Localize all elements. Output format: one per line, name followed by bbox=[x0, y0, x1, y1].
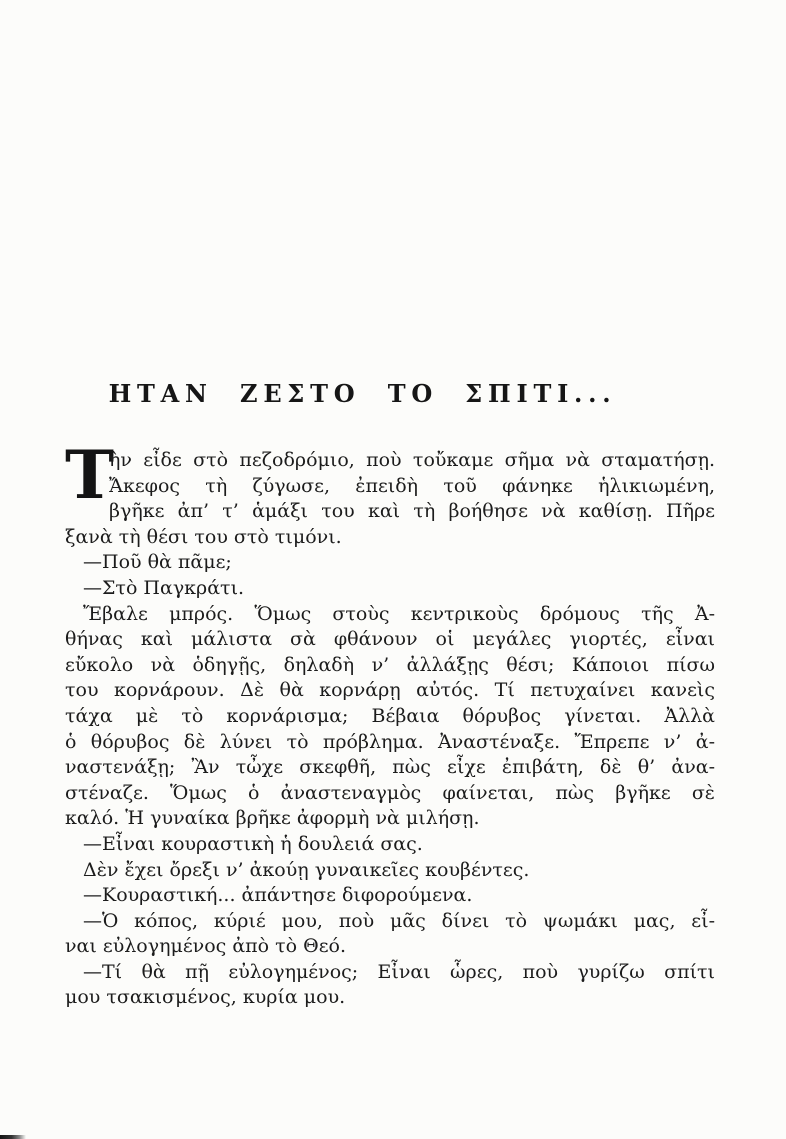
text-line: Ἄκεφος τὴ ζύγωσε, ἐπειδὴ τοῦ φάνηκε ἡλικιωμένη, bbox=[109, 474, 715, 497]
text-line: του κορνάρουν. Δὲ θὰ κορνάρῃ αὐτός. Τί πετυχαίνει κανεὶς bbox=[65, 679, 715, 702]
text-line: καλό. Ἡ γυναίκα βρῆκε ἀφορμὴ νὰ μιλήσῃ. bbox=[65, 807, 480, 830]
text-line: —Κουραστική... ἀπάντησε διφορούμενα. bbox=[83, 884, 473, 907]
text-line: ὴν εἶδε στὸ πεζοδρόμιο, ποὺ τοὔκαμε σῆμα νὰ σταματήσῃ. bbox=[109, 449, 715, 471]
scan-artifact-smudge bbox=[0, 1135, 26, 1139]
text-line: —Τί θὰ πῇ εὐλογημένος; Εἶναι ὧρες, ποὺ γυρίζω σπίτι bbox=[83, 960, 715, 983]
text-line: ὁ θόρυβος δὲ λύνει τὸ πρόβλημα. Ἀναστέναξε. Ἔπρεπε ν’ ἀ- bbox=[65, 730, 715, 753]
chapter-title: ΗΤΑΝ ΖΕΣΤΟ ΤΟ ΣΠΙΤΙ... bbox=[108, 379, 617, 408]
text-line: Δὲν ἔχει ὄρεξι ν’ ἀκούῃ γυναικεῖες κουβέντες. bbox=[83, 858, 530, 881]
text-line: εὔκολο νὰ ὁδηγῇς, δηλαδὴ ν’ ἀλλάξῃς θέσι; Κάποιοι πίσω bbox=[65, 653, 715, 676]
text-line: —Στὸ Παγκράτι. bbox=[83, 576, 245, 599]
text-line: βγῆκε ἀπ’ τ’ ἁμάξι του καὶ τὴ βοήθησε νὰ καθίσῃ. Πῆρε bbox=[109, 500, 715, 523]
text-line: —Ὁ κόπος, κύριέ μου, ποὺ μᾶς δίνει τὸ ψωμάκι μας, εἶ- bbox=[83, 909, 715, 932]
text-line: —Εἶναι κουραστικὴ ἡ δουλειά σας. bbox=[83, 832, 423, 855]
text-line: μου τσακισμένος, κυρία μου. bbox=[65, 986, 346, 1009]
text-line: ναι εὐλογημένος ἀπὸ τὸ Θεό. bbox=[65, 935, 347, 958]
text-line: ξανὰ τὴ θέσι του στὸ τιμόνι. bbox=[65, 525, 342, 548]
paragraph-narration bbox=[65, 602, 715, 832]
body-text bbox=[65, 436, 715, 1011]
dialogue bbox=[65, 832, 715, 1011]
dialogue bbox=[65, 550, 715, 601]
text-line: θήνας καὶ μάλιστα σὰ φθάνουν οἱ μεγάλες γιορτές, εἶναι bbox=[65, 628, 715, 651]
text-line: Ἔβαλε μπρός. Ὅμως στοὺς κεντρικοὺς δρόμους τῆς Ἀ- bbox=[83, 602, 715, 625]
paragraph-opening bbox=[65, 436, 715, 550]
text-line: —Ποῦ θὰ πᾶμε; bbox=[83, 551, 232, 574]
drop-cap: Τ bbox=[65, 436, 115, 514]
text-line: στέναζε. Ὅμως ὁ ἀναστεναγμὸς φαίνεται, πὼς βγῆκε σὲ bbox=[65, 781, 715, 804]
text-line: τάχα μὲ τὸ κορνάρισμα; Βέβαια θόρυβος γίνεται. Ἀλλὰ bbox=[65, 704, 715, 727]
text-line: ναστενάξῃ; Ἂν τὦχε σκεφθῆ, πὼς εἶχε ἐπιβάτη, δὲ θ’ ἀνα- bbox=[65, 756, 715, 779]
